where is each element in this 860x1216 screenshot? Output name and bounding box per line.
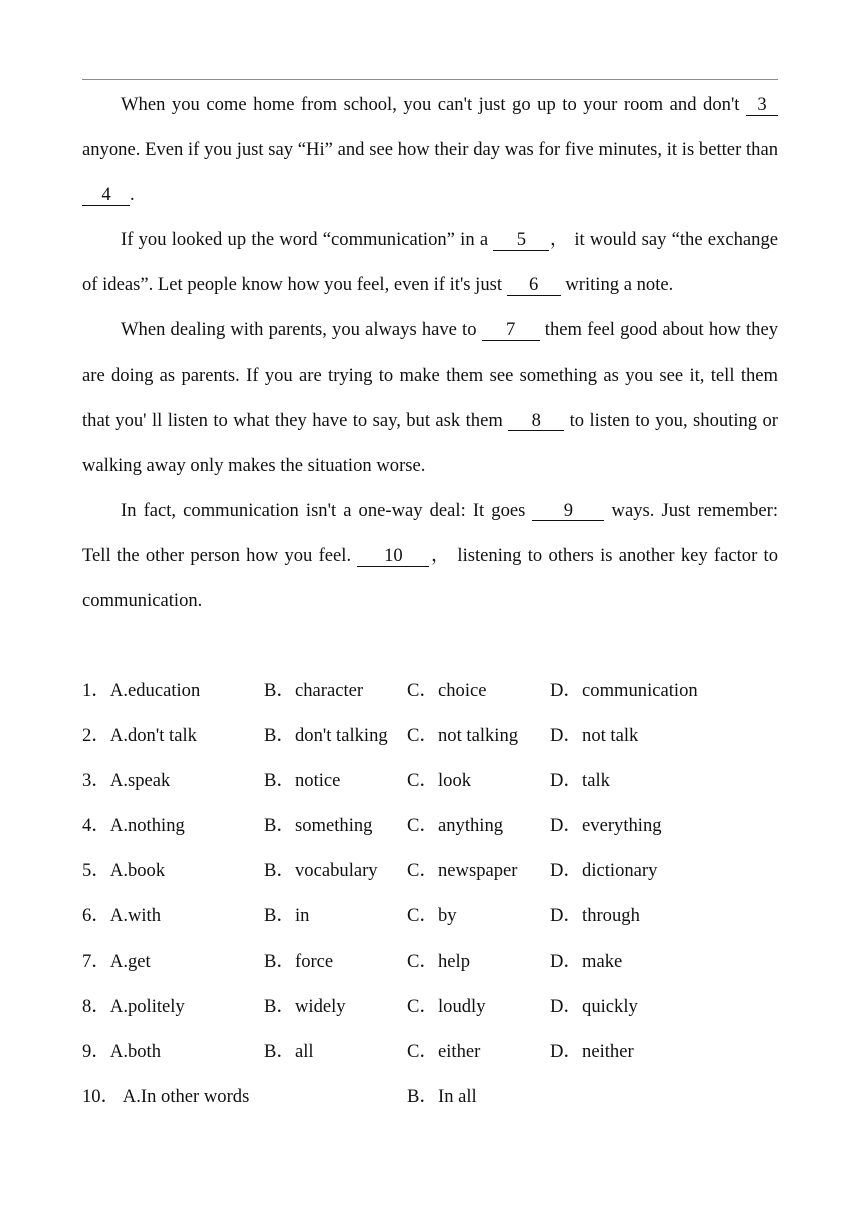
passage [82,82,778,623]
text: In fact, communication isn't a one-way deal: It goes [121,499,533,521]
option-b: B．vocabulary [264,860,378,882]
blank-7: 7 [482,321,540,341]
option-b: B．don't talking [264,725,388,747]
option-c: C．look [407,770,472,792]
option-b: B．character [264,680,364,701]
blank-6: 6 [507,276,561,296]
option-a: 2．A.don't talk [82,725,197,747]
option-a: 8．A.politely [82,995,185,1017]
paragraph-4 [82,488,778,623]
option-c: C．loudly [407,995,486,1017]
question-row [82,848,778,893]
blank-3: 3 [746,96,778,116]
option-a: 3．A.speak [82,770,171,792]
blank-5: 5 [493,231,549,251]
blank-10: 10 [357,547,429,567]
question-row [82,1074,778,1119]
question-row [82,758,778,803]
option-c: C．by [407,905,457,927]
text: them feel good about how they are doing as parents. If you are trying to make them see something as you see it, tell them that you' ll listen to what they have to say, but ask them [82,319,779,431]
text: writing a note. [560,274,674,296]
option-b: B．notice [264,770,341,792]
option-b: B．in [264,905,310,927]
question-row [82,984,778,1029]
option-a: 9．A.both [82,1040,162,1062]
option-b: B．In all [407,1085,477,1107]
text: . [130,184,135,206]
option-d: D．through [550,905,640,927]
paragraph-1 [82,82,778,217]
option-d: D．neither [550,1040,634,1062]
option-c: C．newspaper [407,860,518,882]
option-a: 1．A.education [82,680,201,701]
option-d: D．communication [550,680,698,701]
option-d: D．talk [550,770,610,792]
option-c: C．anything [407,815,504,837]
option-a: 5．A.book [82,860,166,882]
option-b: B．all [264,1040,314,1062]
blank-8: 8 [508,412,564,432]
text: ， it would say “the exchange of ideas”. Let people know how you feel, even if it's just [82,229,778,296]
paragraph-3 [82,307,778,487]
option-c: C．either [407,1040,481,1062]
option-c: C．help [407,950,471,972]
option-d: D．everything [550,815,662,837]
question-row [82,668,778,713]
question-row [82,939,778,984]
option-a: 4．A.nothing [82,815,185,837]
question-row [82,713,778,758]
text: When dealing with parents, you always have to [121,319,482,341]
text: ways. Just remember: Tell the other person how you feel. [82,499,778,566]
text: If you looked up the word “communication” in a [121,229,494,251]
option-b: B．widely [264,995,346,1017]
option-d: D．dictionary [550,860,658,882]
question-options [82,668,778,1119]
question-row [82,1029,778,1074]
option-a: 7．A.get [82,950,151,972]
blank-9: 9 [532,502,604,522]
option-a: 10． A.In other words [82,1085,250,1107]
question-row [82,893,778,938]
text: anyone. Even if you just say “Hi” and see how their day was for five minutes, it is better than [82,139,778,161]
option-c: C．not talking [407,725,519,747]
option-b: B．something [264,815,373,837]
header-rule [82,79,778,80]
option-d: D．make [550,950,623,972]
paragraph-2 [82,217,778,307]
option-b: B．force [264,950,334,972]
text: When you come home from school, you can't just go up to your room and don't [121,94,746,115]
option-d: D．quickly [550,995,638,1017]
option-a: 6．A.with [82,905,162,927]
blank-4: 4 [82,186,130,206]
text: ， listening to others is another key factor to communication. [82,544,778,612]
text: to listen to you, shouting or walking away only makes the situation worse. [82,409,778,476]
option-c: C．choice [407,680,487,701]
question-row [82,803,778,848]
option-d: D．not talk [550,725,639,747]
